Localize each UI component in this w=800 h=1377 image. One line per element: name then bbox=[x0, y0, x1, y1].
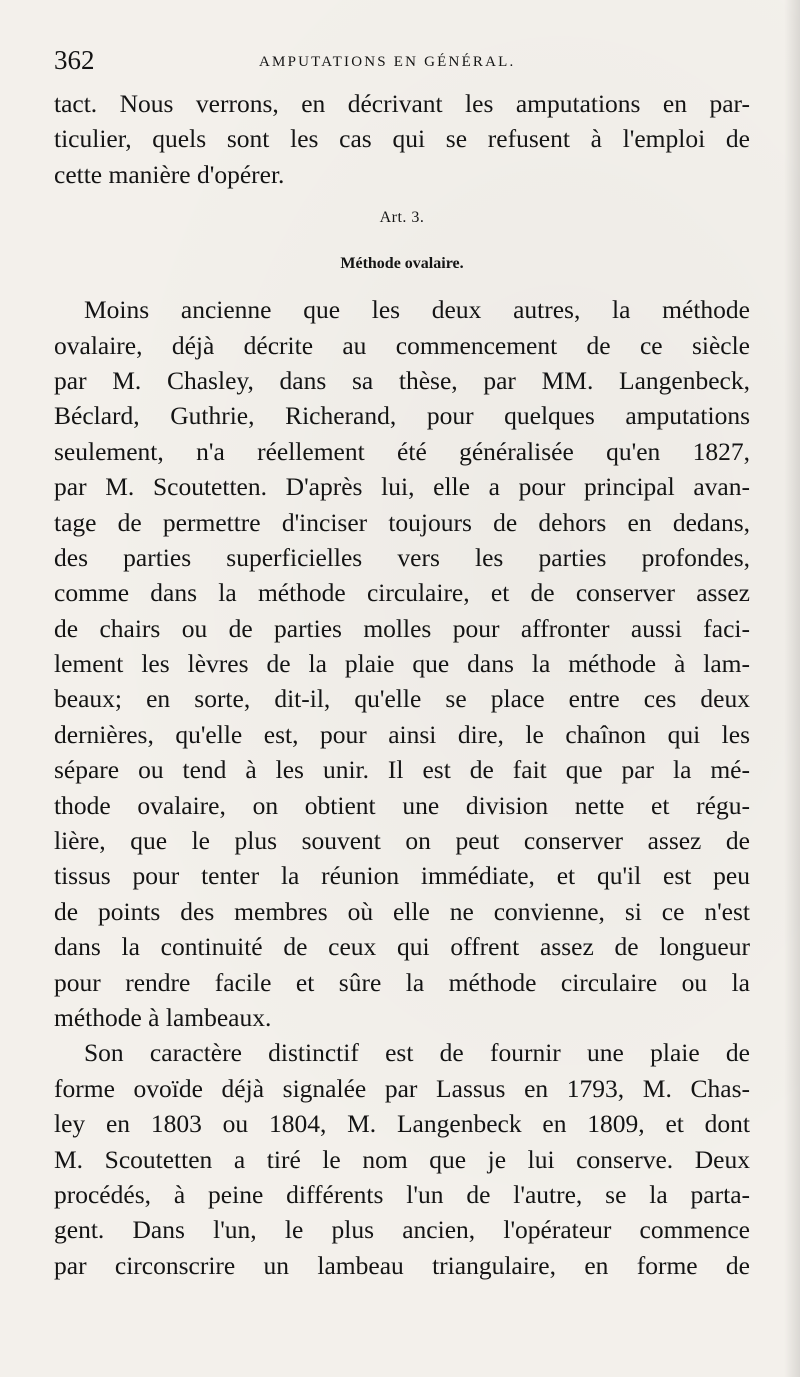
text-line: cette manière d'opérer. bbox=[54, 159, 285, 189]
article-heading: Art. 3. bbox=[379, 209, 425, 227]
text-line: seulement, n'a réellement été généralisée qu'en 1827, bbox=[54, 436, 750, 466]
paragraph-1 bbox=[54, 292, 750, 1035]
page-header bbox=[54, 42, 754, 82]
text-line: lement les lèvres de la plaie que dans la méthode à lam- bbox=[54, 649, 750, 679]
text-line: tage de permettre d'inciser toujours de dehors en dedans, bbox=[54, 507, 750, 537]
text-line: de points des membres où elle ne convienne, si ce n'est bbox=[54, 896, 750, 926]
text-line: ovalaire, déjà décrite au commencement de ce siècle bbox=[54, 330, 750, 360]
text-line: pour rendre facile et sûre la méthode circulaire ou la bbox=[54, 967, 750, 997]
text-line: sépare ou tend à les unir. Il est de fait que par la mé- bbox=[54, 755, 750, 785]
text-line: dernières, qu'elle est, pour ainsi dire, le chaînon qui les bbox=[54, 719, 750, 749]
text-line: par M. Chasley, dans sa thèse, par MM. Langenbeck, bbox=[54, 365, 750, 395]
text-line: Moins ancienne que les deux autres, la méthode bbox=[84, 295, 750, 325]
text-line: par circonscrire un lambeau triangulaire, en forme de bbox=[54, 1250, 750, 1280]
text-line: M. Scoutetten a tiré le nom que je lui conserve. Deux bbox=[54, 1144, 750, 1174]
text-line: Béclard, Guthrie, Richerand, pour quelques amputations bbox=[54, 401, 750, 431]
section-heading: Méthode ovalaire. bbox=[340, 255, 464, 273]
text-line: par M. Scoutetten. D'après lui, elle a pour principal avan- bbox=[54, 472, 750, 502]
running-head: AMPUTATIONS EN GÉNÉRAL. bbox=[259, 54, 516, 70]
text-line: des parties superficielles vers les parties profondes, bbox=[54, 542, 750, 572]
text-line: tact. Nous verrons, en décrivant les amputations en par- bbox=[54, 89, 750, 118]
text-line: méthode à lambeaux. bbox=[54, 1002, 272, 1032]
text-line: procédés, à peine différents l'un de l'autre, se la parta- bbox=[54, 1179, 750, 1209]
text-line: dans la continuité de ceux qui offrent assez de longueur bbox=[54, 932, 750, 962]
text-line: ticulier, quels sont les cas qui se refusent à l'emploi de bbox=[54, 124, 750, 154]
text-line: Son caractère distinctif est de fournir une plaie de bbox=[84, 1038, 750, 1068]
text-line: ley en 1803 ou 1804, M. Langenbeck en 1809, et dont bbox=[54, 1109, 750, 1139]
page-number: 362 bbox=[54, 45, 95, 75]
text-line: lière, que le plus souvent on peut conserver assez de bbox=[54, 826, 750, 856]
paragraph-2 bbox=[54, 1035, 750, 1283]
page-edge-shadow bbox=[784, 0, 800, 1377]
text-line: beaux; en sorte, dit-il, qu'elle se place entre ces deux bbox=[54, 684, 750, 714]
text-line: forme ovoïde déjà signalée par Lassus en 1793, M. Chas- bbox=[54, 1073, 750, 1103]
text-line: comme dans la méthode circulaire, et de conserver assez bbox=[54, 578, 750, 608]
text-line: thode ovalaire, on obtient une division nette et régu- bbox=[54, 790, 750, 820]
text-line: tissus pour tenter la réunion immédiate, et qu'il est peu bbox=[54, 861, 750, 891]
body-text bbox=[54, 86, 750, 1283]
text-line: de chairs ou de parties molles pour affronter aussi faci- bbox=[54, 613, 750, 643]
text-line: gent. Dans l'un, le plus ancien, l'opérateur commence bbox=[54, 1215, 750, 1245]
